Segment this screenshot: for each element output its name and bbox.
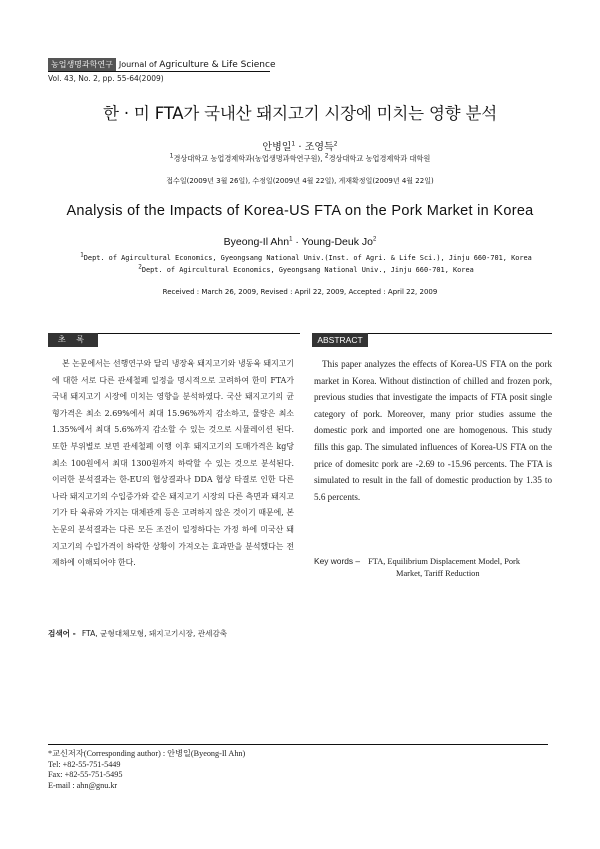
english-keywords-line-1: FTA, Equilibrium Displacement Model, Pork: [368, 557, 521, 566]
korean-keywords-values: FTA, 균형대체모형, 돼지고기시장, 관세감축: [81, 629, 228, 638]
footnote-corresponding: *교신저자(Corresponding author) : 안병일(Byeong-Il Ahn): [48, 749, 246, 758]
authors-korean: [0, 138, 600, 153]
korean-keywords-label: 검색어 -: [48, 629, 76, 638]
journal-name: [119, 60, 276, 69]
footnote-rule: [48, 744, 548, 745]
journal-header: [48, 58, 276, 71]
header-rule: [48, 71, 270, 72]
author-1: 안병일: [262, 142, 292, 153]
footnote: [48, 749, 548, 791]
korean-abstract-heading: 초 록: [48, 333, 98, 347]
english-keywords: [314, 555, 552, 580]
title-english: Analysis of the Impacts of Korea-US FTA on the Pork Market in Korea: [66, 203, 534, 219]
dates-english: Received : March 26, 2009, Revised : April 22, 2009, Accepted : April 22, 2009: [162, 288, 438, 296]
affiliation-english: [56, 252, 556, 276]
aff-en-2: Dept. of Agircultural Economics, Gyeongsang National Univ., Jinju 660-701, Korea: [141, 266, 474, 274]
aff-2-sup: 2: [324, 152, 329, 160]
english-abstract-text: This paper analyzes the effects of Korea-US FTA on the pork market in Korea. Without distinction of chilled and frozen pork, previous studies that investigate the impacts of FTA posit single category of pork. Moreover, many prior studies assume the domestic pork and imported one are homogenous. This study fills this gap. The simulated influences of Korea-US FTA on the price of domesitc pork are -2.69 to -15.96 percents. The FTA is simulated to result in the fall of domestic production by 1.35 to 5.6 percents.: [314, 359, 552, 502]
author-2-sup: 2: [333, 140, 338, 148]
affiliation-korean: [0, 154, 600, 164]
author-2-en-sup: 2: [372, 236, 377, 243]
journal-prefix: Journal of: [118, 60, 157, 69]
author-1-en: Byeong-Il Ahn: [223, 236, 290, 248]
journal-title: Agriculture & Life Science: [159, 60, 276, 70]
english-keywords-label: Key words –: [314, 556, 361, 566]
footnote-tel: Tel: +82-55-751-5449: [48, 759, 121, 769]
korean-keywords: [48, 628, 300, 639]
title-korean: 한 · 미 FTA가 국내산 돼지고기 시장에 미치는 영향 분석: [103, 104, 497, 123]
korean-abstract-text: 본 논문에서는 선행연구와 달리 냉장육 돼지고기와 냉동육 돼지고기에 대한 서로 다른 관세철폐 일정을 명시적으로 고려하여 한미 FTA가 국내 돼지고기 시장에 미치는 영향을 분석하였다. 국산 돼지고기의 균형가격은 최소 2.69%에서 최대 15.96%까지 감소하고, 물량은 최소 1.35%에서 최대 5.6%까지 감소할 수 있는 것으로 시뮬레이션 된다. 또한 부위별로 보면 관세철폐 이행 이후 돼지고기의 도매가격은 kg당 최소 100원에서 최대 1300원까지 하락할 수 있는 것으로 분석된다. 이러한 분석결과는 한-EU의 협상결과나 DDA 협상 타결로 인한 다른 나라 돼지고기의 수입증가와 같은 돼지고기 시장의 다른 측면과 돼지고기가 타 육류와 가지는 대체관계 등은 고려하지 않은 것이기 때문에, 본 논문의 분석결과는 다른 모든 조건이 일정하다는 가정 하에 미국산 돼지고기의 수입가격이 하락한 상황이 가져오는 효과만을 분석했다는 전제하에 이해되어야 한다.: [52, 359, 294, 568]
aff-en-1-sup: 1: [80, 251, 84, 259]
aff-1-sup: 1: [169, 152, 174, 160]
author-2-en: Young-Deuk Jo: [301, 236, 373, 248]
author-separator-en: ·: [292, 236, 302, 248]
english-keywords-line-2: Market, Tariff Reduction: [396, 569, 480, 578]
aff-en-2-sup: 2: [138, 263, 142, 271]
aff-en-line-2: [56, 264, 556, 276]
author-2: 조영득: [304, 142, 334, 153]
aff-en-line-1: [56, 252, 556, 264]
dates-korean: 접수일(2009년 3월 26일), 수정일(2009년 4월 22일), 게재확정일(2009년 4월 22일): [166, 177, 434, 185]
author-1-en-sup: 1: [289, 236, 293, 243]
author-separator: ·: [295, 142, 305, 153]
aff-en-1: Dept. of Agircultural Economics, Gyeongsang National Univ.(Inst. of Agri. & Life Sci.), Jinju 660-701, Korea: [83, 254, 532, 262]
author-1-sup: 1: [291, 140, 296, 148]
journal-badge: 농업생명과학연구: [48, 58, 116, 71]
authors-english: [0, 236, 600, 248]
footnote-fax: Fax: +82-55-751-5495: [48, 770, 123, 779]
aff-2: 경상대학교 농업경제학과 대학원: [328, 154, 431, 163]
aff-1: 경상대학교 농업경제학과(농업생명과학연구원),: [173, 154, 325, 163]
english-abstract-heading: ABSTRACT: [312, 333, 368, 347]
volume-info: Vol. 43, No. 2, pp. 55-64(2009): [48, 74, 164, 83]
footnote-email: E-mail : ahn@gnu.kr: [48, 780, 118, 790]
